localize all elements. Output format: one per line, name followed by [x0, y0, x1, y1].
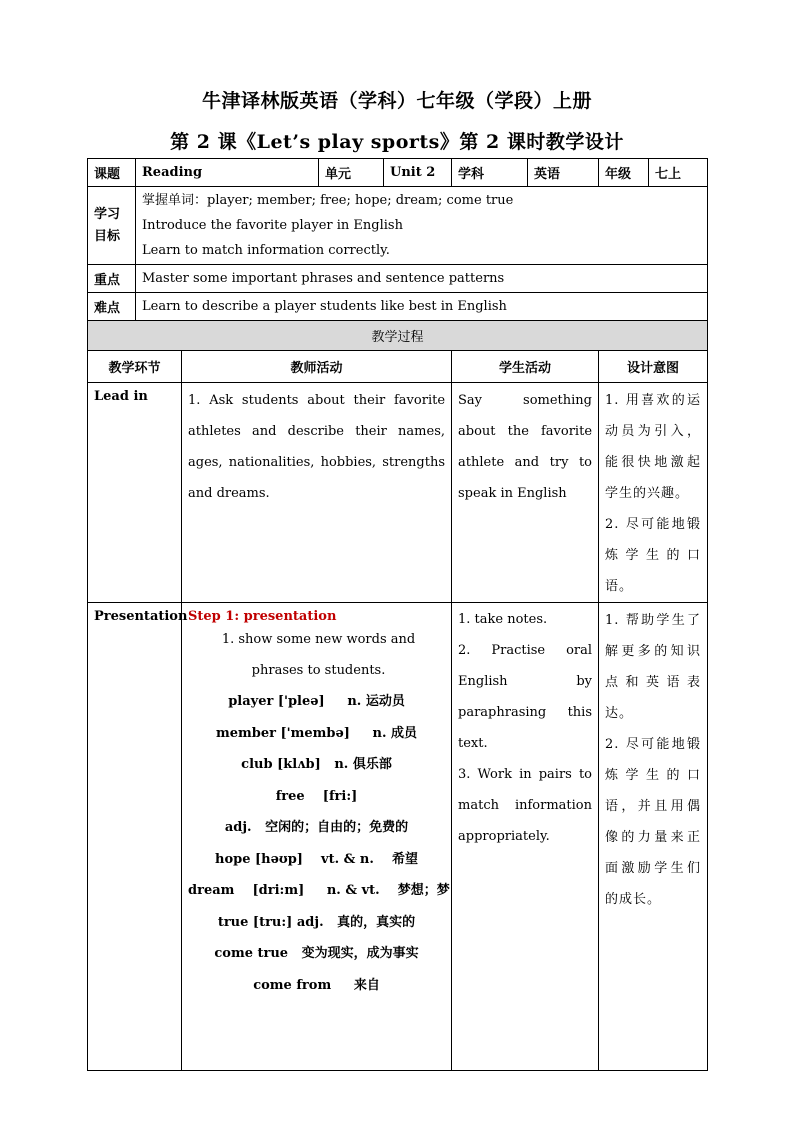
subject-value: 英语 [528, 159, 599, 187]
vocab-item: adj. 空闲的；自由的；免费的 [224, 820, 409, 835]
student-activity [452, 603, 599, 1071]
objective-line: 掌握单词：player; member; free; hope; dream; come true [142, 193, 514, 208]
step-heading: Step 1: presentation [188, 609, 337, 624]
intent-item: 1. 帮助学生了解更多的知识点和英语表达。 [605, 613, 702, 721]
info-row [88, 159, 708, 187]
difficulties-label: 难点 [88, 293, 136, 321]
vocab-item: dream [dri:m] n. & vt. 梦想；梦 [188, 883, 450, 898]
difficulties-row [88, 293, 708, 321]
col-stage: 教学环节 [88, 351, 182, 383]
objectives-label: 学习目标 [88, 187, 136, 265]
unit-value: Unit 2 [384, 159, 452, 187]
vocab-item: club [klʌb] n. 俱乐部 [241, 757, 392, 772]
grade-label: 年级 [599, 159, 649, 187]
vocab-item: player ['pleə] n. 运动员 [228, 694, 405, 709]
document-subtitle: 第 2 课《Let’s play sports》第 2 课时教学设计 [170, 131, 624, 153]
objectives-row [88, 187, 708, 265]
stage-presentation: Presentation [88, 603, 182, 1071]
teacher-intro: 1. show some new words and phrases to students. [221, 632, 416, 678]
objective-line: Introduce the favorite player in English [142, 218, 403, 233]
student-step: 1. take notes. [458, 612, 548, 627]
vocab-item: come from 来自 [253, 977, 380, 993]
student-activity: Say something about the favorite athlete and try to speak in English [452, 383, 599, 603]
subject-label: 学科 [452, 159, 528, 187]
key-points-label: 重点 [88, 265, 136, 293]
objective-line: Learn to match information correctly. [142, 243, 390, 258]
difficulties-value: Learn to describe a player students like best in English [136, 293, 708, 321]
design-intent [599, 603, 708, 1071]
topic-label: 课题 [88, 159, 136, 187]
key-points-row [88, 265, 708, 293]
topic-value: Reading [136, 159, 319, 187]
vocab-item: hope [həʊp] vt. & n. 希望 [215, 851, 419, 867]
lesson-plan-table [87, 158, 708, 1071]
stage-lead-in: Lead in [88, 383, 182, 603]
document-title: 牛津译林版英语（学科）七年级（学段）上册 [201, 90, 592, 112]
column-header-row [88, 351, 708, 383]
process-header: 教学过程 [88, 321, 708, 351]
intent-item: 1. 用喜欢的运动员为引入，能很快地激起学生的兴趣。 [605, 393, 702, 501]
col-teacher: 教师活动 [182, 351, 452, 383]
key-points-value: Master some important phrases and sentence patterns [136, 265, 708, 293]
design-intent [599, 383, 708, 603]
teacher-activity: 1. Ask students about their favorite athletes and describe their names, ages, nationalities, hobbies, strengths and dreams. [182, 383, 452, 603]
table-row [88, 603, 708, 1071]
vocabulary-list [188, 686, 450, 1001]
intent-item: 2. 尽可能地锻炼学生的口语，并且用偶像的力量来正面激励学生们的成长。 [605, 737, 702, 907]
objectives-content [136, 187, 708, 265]
grade-value: 七上 [649, 159, 708, 187]
process-header-row [88, 321, 708, 351]
vocab-item: member ['membə] n. 成员 [215, 725, 418, 741]
col-intent: 设计意图 [599, 351, 708, 383]
vocab-item: come true 变为现实，成为事实 [214, 946, 419, 961]
teacher-activity [182, 603, 452, 1071]
intent-item: 2. 尽可能地锻炼学生的口语。 [605, 517, 702, 594]
vocab-item: true [tru:] adj. 真的，真实的 [217, 914, 416, 930]
table-row [88, 383, 708, 603]
col-student: 学生活动 [452, 351, 599, 383]
vocab-item: free [fri:] [275, 788, 358, 804]
student-step: 2. Practise oral English by paraphrasing this text. [458, 643, 593, 751]
student-step: 3. Work in pairs to match information appropriately. [458, 767, 593, 844]
unit-label: 单元 [319, 159, 384, 187]
